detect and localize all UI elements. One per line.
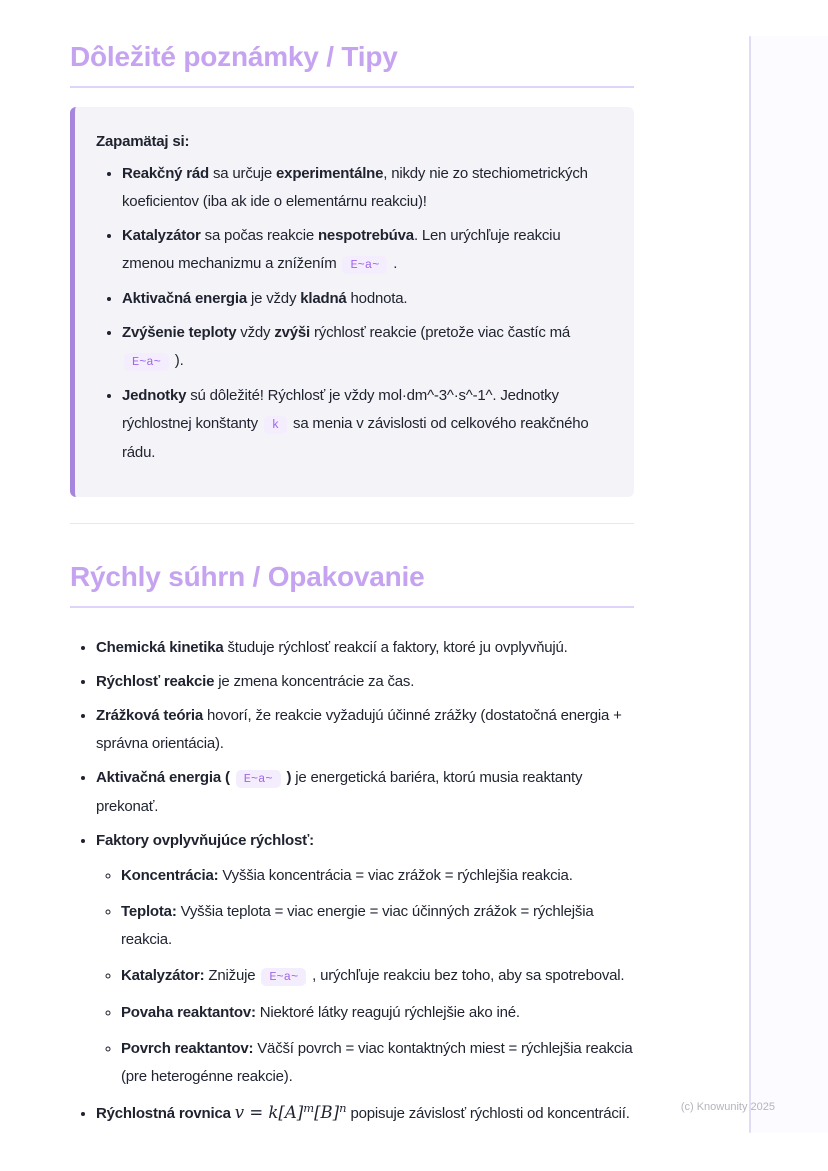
- list-item: [122, 285, 594, 313]
- list-item-text: Rýchlosť reakcie je zmena koncentrácie za čas.: [96, 673, 415, 690]
- sublist-item-text: Teplota: Vyššia teplota = viac energie = viac účinných zrážok = rýchlejšia reakcia.: [121, 903, 594, 948]
- list-item-text: Chemická kinetika študuje rýchlosť reakcií a faktory, ktoré ju ovplyvňujú.: [96, 639, 568, 656]
- list-item-text: Katalyzátor sa počas reakcie nespotrebúva. Len urýchľuje reakciu zmenou mechanizmu a znížením E~a~ .: [122, 227, 561, 272]
- sublist-item: [121, 999, 640, 1027]
- sublist-item: [121, 1035, 640, 1091]
- section-notes: [70, 42, 640, 497]
- sublist-item-text: Povrch reaktantov: Väčší povrch = viac kontaktných miest = rýchlejšia reakcia (pre heterogénne reakcie).: [121, 1040, 633, 1085]
- list-item: [96, 1099, 640, 1128]
- sublist-item: [121, 862, 640, 890]
- copyright-footer: (c) Knowunity 2025: [680, 1101, 775, 1113]
- list-item-text: Zrážková teória hovorí, že reakcie vyžadujú účinné zrážky (dostatočná energia + správna orientácia).: [96, 707, 622, 752]
- list-item: [96, 634, 640, 662]
- page-content: [70, 0, 640, 1134]
- section-summary: [70, 562, 640, 1128]
- list-item-text: Rýchlostná rovnica $v = k[A]^m[B]^n$ popisuje závislosť rýchlosti od koncentrácií.: [96, 1101, 630, 1122]
- inline-code-chip: k: [264, 416, 287, 434]
- sublist: [96, 862, 640, 1091]
- math-inline: [B]: [314, 1103, 340, 1122]
- callout-title: Zapamätaj si:: [96, 133, 190, 150]
- summary-section-title: Rýchly súhrn / Opakovanie: [70, 561, 425, 592]
- list-item-text: Aktivačná energia je vždy kladná hodnota.: [122, 290, 408, 307]
- math-superscript: m: [303, 1101, 315, 1115]
- summary-title-underline: [70, 606, 634, 608]
- list-item-text: Jednotky sú dôležité! Rýchlosť je vždy mol·dm^-3^·s^-1^. Jednotky rýchlostnej konštanty k sa menia v závislosti od celkového reakčného rádu.: [122, 387, 589, 461]
- summary-list: [70, 634, 640, 1128]
- inline-code-chip: E~a~: [261, 968, 306, 986]
- inline-code-chip: E~a~: [124, 353, 169, 371]
- list-item-text: Zvýšenie teploty vždy zvýši rýchlosť reakcie (pretože viac častíc má E~a~ ).: [122, 324, 571, 369]
- callout-box: [70, 107, 634, 497]
- list-item-text: Aktivačná energia ( E~a~ ) je energetická bariéra, ktorú musia reaktanty prekonať.: [96, 769, 583, 815]
- list-item-text: Reakčný rád sa určuje experimentálne, nikdy nie zo stechiometrických koeficientov (iba ak ide o elementárnu reakciu)!: [122, 165, 588, 210]
- math-superscript: n: [339, 1101, 347, 1115]
- list-item: [96, 668, 640, 696]
- page-right-strip: [751, 36, 828, 1133]
- list-item: [122, 222, 594, 279]
- list-item: [122, 160, 594, 216]
- notes-title-underline: [70, 86, 634, 88]
- list-item-text: Faktory ovplyvňujúce rýchlosť:: [96, 832, 314, 849]
- section-divider: [70, 523, 634, 524]
- sublist-item: [121, 962, 640, 991]
- list-item: [96, 702, 640, 758]
- callout-list: [96, 160, 594, 467]
- list-item: [96, 827, 640, 1091]
- list-item: [122, 319, 594, 376]
- math-inline: v = k[A]: [234, 1103, 304, 1122]
- list-item: [96, 764, 640, 821]
- sublist-item-text: Koncentrácia: Vyššia koncentrácia = viac zrážok = rýchlejšia reakcia.: [121, 867, 573, 884]
- sublist-item: [121, 898, 640, 954]
- inline-code-chip: E~a~: [342, 256, 387, 274]
- notes-section-title: Dôležité poznámky / Tipy: [70, 41, 398, 72]
- sublist-item-text: Katalyzátor: Znižuje E~a~ , urýchľuje reakciu bez toho, aby sa spotreboval.: [121, 967, 625, 984]
- list-item: [122, 382, 594, 467]
- inline-code-chip: E~a~: [236, 770, 281, 788]
- sublist-item-text: Povaha reaktantov: Niektoré látky reagujú rýchlejšie ako iné.: [121, 1004, 520, 1021]
